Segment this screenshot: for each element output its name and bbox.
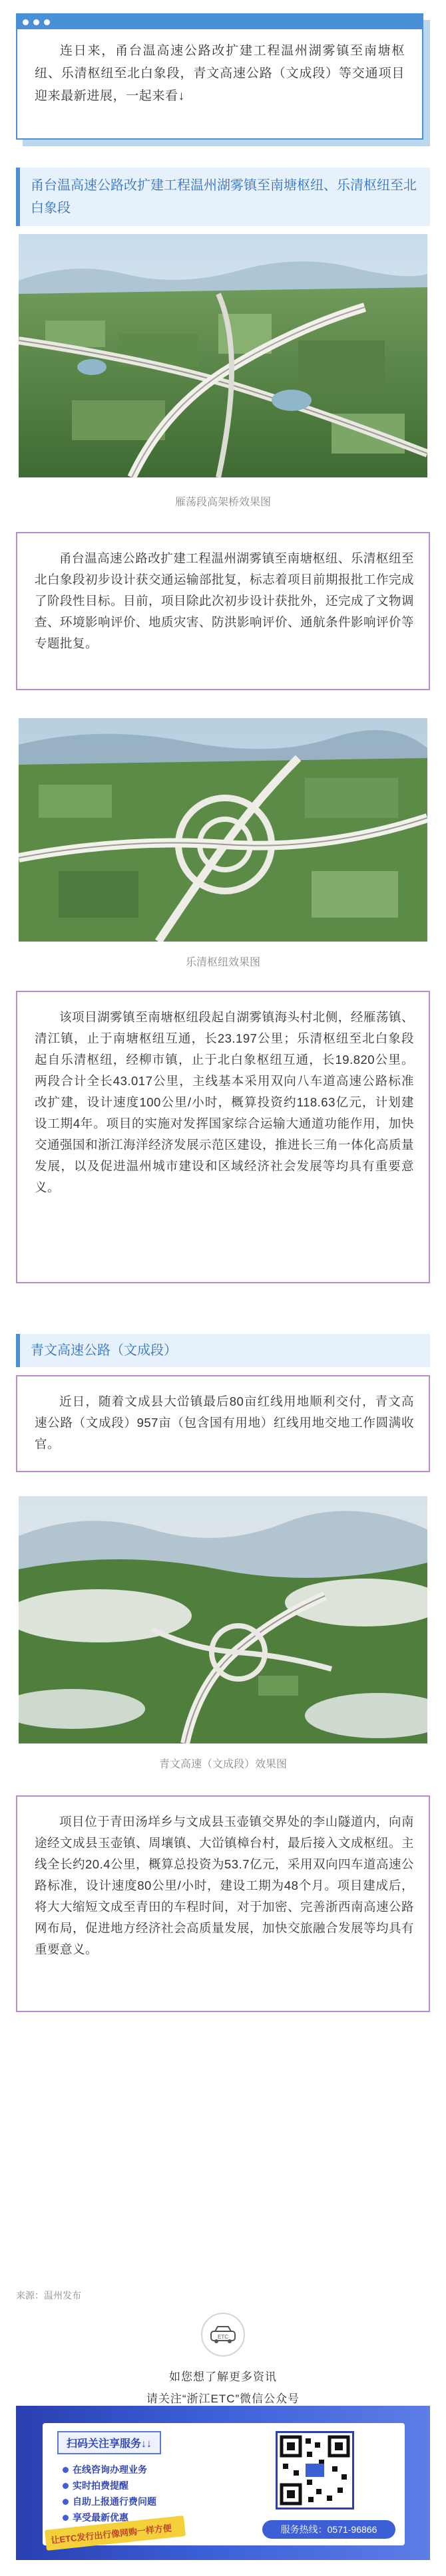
bullet-icon bbox=[63, 2467, 69, 2473]
service-item bbox=[63, 2478, 156, 2494]
etc-icon-label: ETC bbox=[218, 2334, 228, 2340]
window-dot-icon bbox=[33, 19, 39, 25]
text-card-land-handover bbox=[16, 1375, 430, 1472]
service-hotline: 服务热线：0571-96866 bbox=[262, 2520, 395, 2539]
service-item-label: 实时拍费提醒 bbox=[73, 2480, 128, 2491]
promo-slogan: 让ETC发行出行像网购一样方便 bbox=[45, 2515, 186, 2551]
service-item-label: 在线咨询办理业务 bbox=[73, 2464, 147, 2475]
etc-follow-block bbox=[0, 2313, 446, 2406]
etc-line-more-info: 如您想了解更多资讯 bbox=[169, 2371, 277, 2383]
qr-code-icon[interactable] bbox=[276, 2431, 354, 2510]
service-item-label: 享受最新优惠 bbox=[73, 2512, 128, 2523]
service-item bbox=[63, 2494, 156, 2510]
paragraph-route-detail: 该项目湖雾镇至南塘枢纽段起自湖雾镇海头村北侧，经雁荡镇、清江镇，止于南塘枢纽互通，长23.197公里；乐清枢纽至北白象段起自乐清枢纽，经柳市镇，止于北白象枢纽互通，长19.820公里。两段合计全长43.017公里，主线基本采用双向八车道高速公路标准改扩建，设计速度100公里/小时，概算投资约118.63亿元，计划建设工期4年。项目的实施对发挥国家综合运输大通道功能作用，加快交通强国和浙江海洋经济发展示范区建设，推进长三角一体化高质量发展，以及促进温州城市建设和区域经济社会发展等均具有重要意义。 bbox=[35, 1010, 415, 1194]
section-title-yongtaiwen: 甬台温高速公路改扩建工程温州湖雾镇至南塘枢纽、乐清枢纽至北白象段 bbox=[16, 168, 430, 226]
paragraph-land-handover: 近日，随着文成县大峃镇最后80亩红线用地顺利交付，青文高速公路（文成段）957亩（包含国有用地）红线用地交地工作圆满收官。 bbox=[35, 1394, 414, 1451]
bullet-icon bbox=[63, 2499, 69, 2505]
service-item-label: 自助上报通行费问题 bbox=[73, 2496, 156, 2507]
window-dot-icon bbox=[44, 19, 50, 25]
bullet-icon bbox=[63, 2515, 69, 2521]
intro-box bbox=[16, 13, 423, 140]
intro-text: 连日来，甬台温高速公路改扩建工程温州湖雾镇至南塘枢纽、乐清枢纽至北白象段，青文高速公路（文成段）等交通项目迎来最新进展，一起来看↓ bbox=[35, 44, 405, 103]
section-title-qingwen: 青文高速公路（文成段） bbox=[16, 1334, 430, 1367]
text-card-route-detail bbox=[16, 991, 430, 1283]
etc-promo-banner[interactable] bbox=[16, 2406, 430, 2560]
service-list bbox=[63, 2462, 156, 2525]
paragraph-approval: 甬台温高速公路改扩建工程温州湖雾镇至南塘枢纽、乐清枢纽至北白象段初步设计获交通运输部批复，标志着项目前期报批工作完成了阶段性目标。目前，项目除此次初步设计获批外，还完成了文物调查、环境影响评价、地质灾害、防洪影响评价、通航条件影响评价等专题批复。 bbox=[35, 551, 415, 650]
etc-car-icon bbox=[201, 2313, 245, 2357]
yandang-bridge-render-image bbox=[19, 234, 427, 477]
intro-card bbox=[16, 13, 430, 146]
text-card-qingwen-detail bbox=[16, 1795, 430, 2012]
text-card-approval bbox=[16, 532, 430, 690]
yueqing-hub-render-image bbox=[19, 718, 427, 942]
etc-line-follow: 请关注“浙江ETC”微信公众号 bbox=[146, 2392, 300, 2405]
bullet-icon bbox=[63, 2483, 69, 2489]
qingwen-expressway-render-image bbox=[19, 1496, 427, 1743]
scan-label: 扫码关注享服务↓↓ bbox=[57, 2431, 161, 2454]
image-caption: 雁荡段高架桥效果图 bbox=[174, 497, 271, 508]
source-note: 来源：温州发布 bbox=[16, 2290, 81, 2301]
paragraph-qingwen-detail: 项目位于青田汤垟乡与文成县玉壶镇交界处的李山隧道内，向南途经文成县玉壶镇、周壤镇、大峃镇樟台村，最后接入文成枢纽。主线全长约20.4公里，概算总投资为53.7亿元，采用双向四车道高速公路标准，设计速度80公里/小时，建设工期为48个月。项目建成后，将大大缩短文成至青田的车程时间，对于加密、完善浙西南高速公路网布局，促进地方经济社会高质量发展，加快交旅融合发展等均具有重要意义。 bbox=[35, 1815, 415, 1956]
intro-title-bar bbox=[17, 15, 422, 29]
service-item bbox=[63, 2462, 156, 2478]
image-caption: 乐清枢纽效果图 bbox=[185, 957, 260, 968]
window-dot-icon bbox=[23, 19, 29, 25]
promo-card bbox=[43, 2423, 405, 2545]
image-caption: 青文高速（文成段）效果图 bbox=[158, 1759, 287, 1770]
